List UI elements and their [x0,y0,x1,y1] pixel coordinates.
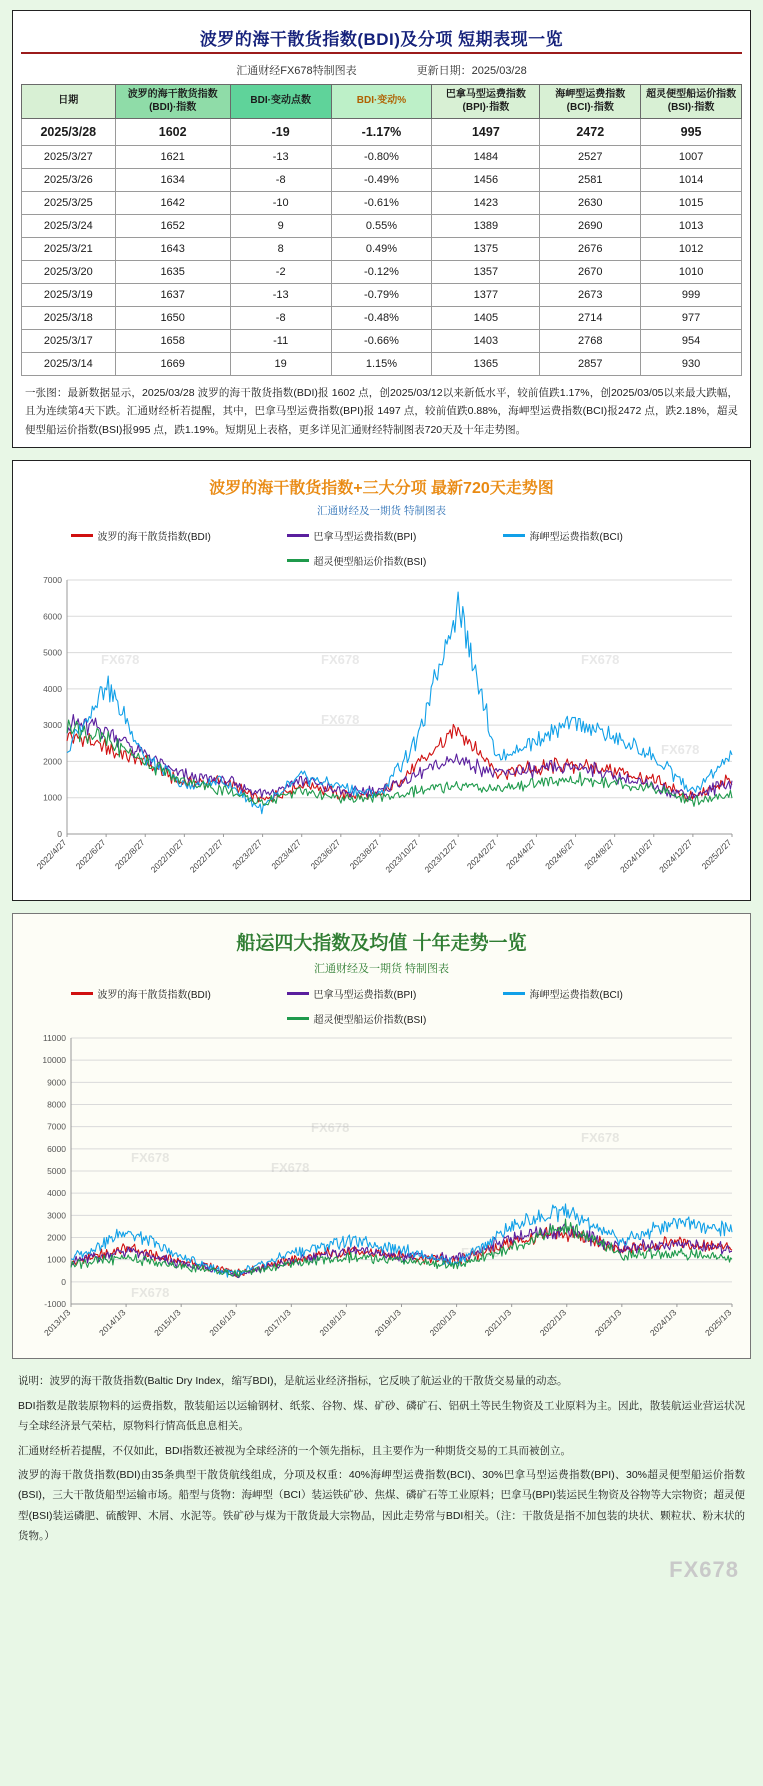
cell-chg-pct: -0.12% [331,261,432,284]
svg-text:6000: 6000 [43,611,62,622]
th-bpi: 巴拿马型运费指数(BPI)·指数 [432,85,540,119]
cell-bci: 2670 [540,261,641,284]
cell-chg-pts: 19 [230,353,331,376]
cell-chg-pts: -13 [230,284,331,307]
svg-text:2025/1/3: 2025/1/3 [702,1307,734,1338]
table-note: 一张图：最新数据显示，2025/03/28 波罗的海干散货指数(BDI)报 1602 点，创2025/03/12以来新低水平，较前值跌1.17%，创2025/03/05以来最大跌幅，且为连续第4天下跌。汇通财经析若提醒，其中，巴拿马型运费指数(BPI)报 1497 点，较前值跌0.88%，海岬型运费指数(BCI)报2472 点，跌2.18%，超灵便型船运价指数(BSI)报995 点，跌1.19%。短期见上表格，更多详见汇通财经特制图表720天及十年走势图。 [25,387,738,436]
legend-swatch-icon [71,534,93,537]
cell-bsi: 1007 [641,146,742,169]
cell-date: 2025/3/21 [22,238,116,261]
watermark: FX678 [321,712,360,728]
page-watermark: FX678 [669,1556,739,1582]
legend-swatch-icon [503,534,525,537]
cell-bdi: 1669 [115,353,230,376]
svg-text:2022/12/27: 2022/12/27 [187,837,225,875]
cell-chg-pts: -11 [230,330,331,353]
table-row [22,215,742,238]
svg-text:2021/1/3: 2021/1/3 [482,1307,514,1338]
th-date: 日期 [22,85,116,119]
svg-text:5000: 5000 [43,647,62,658]
chart-720-panel [12,460,751,901]
svg-text:2024/2/27: 2024/2/27 [464,837,499,872]
svg-text:-1000: -1000 [44,1299,66,1310]
cell-bdi: 1652 [115,215,230,238]
cell-date: 2025/3/20 [22,261,116,284]
svg-text:4000: 4000 [47,1188,66,1199]
cell-chg-pct: -0.49% [331,169,432,192]
svg-text:2019/1/3: 2019/1/3 [372,1307,403,1338]
cell-chg-pct: 0.49% [331,238,432,261]
svg-text:11000: 11000 [42,1033,66,1044]
cell-chg-pts: -8 [230,307,331,330]
svg-text:2024/10/27: 2024/10/27 [618,837,656,875]
svg-text:2022/1/3: 2022/1/3 [537,1307,569,1338]
cell-bdi: 1635 [115,261,230,284]
footer-p4: 波罗的海干散货指数(BDI)由35条典型干散货航线组成，分项及权重：40%海岬型运费指数(BCI)、30%巴拿马型运费指数(BPI)、30%超灵便型船运价指数(BSI)，三大干散货船型运输市场。船型与货物：海岬型（BCI）装运铁矿砂、焦煤、磷矿石等工业原料；巴拿马(BPI)装运民生物资及谷物等大宗物资；超灵便型(BSI)装运磷肥、硫酸钾、木屑、水泥等。铁矿砂与煤为干散货最大宗物品，因此走势常与BDI相关。（注：干散货是指不加包装的块状、颗粒状、粉末状的货物。） [18,1469,745,1543]
legend-label: 波罗的海干散货指数(BDI) [97,532,211,544]
cell-chg-pct: -0.48% [331,307,432,330]
watermark: FX678 [311,1120,350,1136]
svg-text:2022/8/27: 2022/8/27 [112,837,147,872]
cell-bsi: 1010 [641,261,742,284]
chart-720-plot [21,572,742,892]
svg-text:2025/2/27: 2025/2/27 [699,837,734,872]
svg-text:3000: 3000 [47,1210,66,1221]
cell-bsi: 1013 [641,215,742,238]
cell-date: 2025/3/26 [22,169,116,192]
table-row [22,119,742,146]
cell-chg-pts: -19 [230,119,331,146]
cell-chg-pts: 8 [230,238,331,261]
svg-text:2024/6/27: 2024/6/27 [543,837,577,872]
cell-chg-pct: -1.17% [331,119,432,146]
cell-chg-pts: -2 [230,261,331,284]
legend-label: 巴拿马型运费指数(BPI) [313,990,417,1002]
svg-text:2024/12/27: 2024/12/27 [657,837,695,875]
svg-text:5000: 5000 [47,1166,66,1177]
th-bdi-change-pts: BDI·变动点数 [230,85,331,119]
footer-notes [12,1359,751,1547]
cell-bsi: 930 [641,353,742,376]
table-updated: 更新日期：2025/03/28 [416,65,527,77]
cell-bdi: 1643 [115,238,230,261]
cell-bdi: 1621 [115,146,230,169]
svg-text:4000: 4000 [43,683,62,694]
cell-bci: 2768 [540,330,641,353]
cell-bci: 2472 [540,119,641,146]
th-bdi: 波罗的海干散货指数(BDI)·指数 [115,85,230,119]
footer-p3: 汇通财经析若提醒，不仅如此，BDI指数还被视为全球经济的一个领先指标，且主要作为一种期货交易的工具而被创立。 [18,1444,572,1457]
cell-bpi: 1497 [432,119,540,146]
svg-text:2024/1/3: 2024/1/3 [647,1307,679,1338]
svg-text:2018/1/3: 2018/1/3 [317,1307,348,1338]
cell-bpi: 1423 [432,192,540,215]
table-row [22,330,742,353]
svg-text:0: 0 [57,829,62,840]
svg-text:2020/1/3: 2020/1/3 [427,1307,458,1338]
footer-p2: BDI指数是散装原物料的运费指数，散装船运以运输钢材、纸浆、谷物、煤、矿砂、磷矿石、铝矾土等民生物资及工业原料为主。因此，散装航运业营运状况与全球经济景气荣枯，原物料行情高低息息相关。 [18,1399,745,1433]
svg-text:2015/1/3: 2015/1/3 [152,1307,183,1338]
table-row [22,238,742,261]
table-row [22,192,742,215]
watermark: FX678 [271,1160,310,1176]
cell-chg-pct: 0.55% [331,215,432,238]
cell-chg-pts: -8 [230,169,331,192]
cell-bci: 2581 [540,169,641,192]
th-bci: 海岬型运费指数(BCI)·指数 [540,85,641,119]
cell-bsi: 1012 [641,238,742,261]
legend-label: 海岬型运费指数(BCI) [529,532,623,544]
svg-text:6000: 6000 [47,1143,66,1154]
watermark: FX678 [131,1150,170,1166]
chart-720-legend [21,520,742,572]
svg-text:0: 0 [61,1276,66,1287]
svg-text:2023/2/27: 2023/2/27 [230,837,265,872]
cell-bpi: 1484 [432,146,540,169]
svg-text:2024/8/27: 2024/8/27 [582,837,617,872]
cell-bci: 2673 [540,284,641,307]
cell-bpi: 1375 [432,238,540,261]
chart-10y-legend [21,978,742,1030]
svg-text:2024/4/27: 2024/4/27 [504,837,538,872]
cell-bdi: 1650 [115,307,230,330]
cell-bsi: 1015 [641,192,742,215]
cell-date: 2025/3/27 [22,146,116,169]
watermark: FX678 [131,1285,170,1301]
legend-label: 超灵便型船运价指数(BSI) [313,557,427,569]
table-subheader [21,60,742,84]
bdi-table [21,84,742,376]
cell-bpi: 1377 [432,284,540,307]
cell-date: 2025/3/14 [22,353,116,376]
table-row [22,284,742,307]
table-row [22,169,742,192]
chart-10y-panel [12,913,751,1359]
cell-chg-pct: 1.15% [331,353,432,376]
cell-date: 2025/3/24 [22,215,116,238]
watermark: FX678 [461,1245,500,1261]
legend-swatch-icon [287,1017,309,1020]
legend-item-bpi [287,986,477,1001]
svg-text:1000: 1000 [47,1254,66,1265]
table-title: 波罗的海干散货指数(BDI)及分项 短期表现一览 [21,19,742,54]
cell-bpi: 1456 [432,169,540,192]
legend-label: 海岬型运费指数(BCI) [529,990,623,1002]
svg-text:2023/1/3: 2023/1/3 [592,1307,624,1338]
cell-chg-pts: 9 [230,215,331,238]
svg-text:1000: 1000 [43,792,62,803]
cell-bdi: 1602 [115,119,230,146]
svg-text:2022/4/27: 2022/4/27 [34,837,69,872]
svg-text:2016/1/3: 2016/1/3 [207,1307,238,1338]
watermark: FX678 [581,652,620,668]
legend-label: 超灵便型船运价指数(BSI) [313,1015,427,1027]
legend-item-bci [503,528,693,543]
cell-bdi: 1637 [115,284,230,307]
footer-p1: 说明：波罗的海干散货指数(Baltic Dry Index，缩写BDI)，是航运业经济指标，它反映了航运业的干散货交易量的动态。 [18,1375,568,1388]
legend-item-bci [503,986,693,1001]
cell-bci: 2630 [540,192,641,215]
watermark: FX678 [101,652,140,668]
cell-bci: 2527 [540,146,641,169]
svg-text:2014/1/3: 2014/1/3 [97,1307,128,1338]
legend-swatch-icon [287,992,309,995]
legend-item-bdi [71,528,261,543]
cell-bsi: 1014 [641,169,742,192]
legend-swatch-icon [287,534,309,537]
svg-text:2023/12/27: 2023/12/27 [422,837,460,875]
table-row [22,353,742,376]
bdi-table-panel [12,10,751,448]
svg-text:7000: 7000 [43,575,62,586]
svg-text:10000: 10000 [42,1055,66,1066]
legend-label: 波罗的海干散货指数(BDI) [97,990,211,1002]
cell-bpi: 1365 [432,353,540,376]
cell-chg-pts: -10 [230,192,331,215]
svg-text:9000: 9000 [47,1077,66,1088]
cell-bci: 2690 [540,215,641,238]
cell-date: 2025/3/17 [22,330,116,353]
cell-chg-pct: -0.66% [331,330,432,353]
svg-text:2017/1/3: 2017/1/3 [262,1307,293,1338]
table-source: 汇通财经FX678特制图表 [236,65,357,77]
svg-text:2022/6/27: 2022/6/27 [73,837,108,872]
svg-text:2000: 2000 [47,1232,66,1243]
svg-text:2013/1/3: 2013/1/3 [41,1307,73,1338]
cell-bsi: 995 [641,119,742,146]
table-header-row [22,85,742,119]
svg-text:8000: 8000 [47,1099,66,1110]
cell-bci: 2857 [540,353,641,376]
legend-item-bsi [287,553,477,568]
cell-chg-pct: -0.80% [331,146,432,169]
cell-date: 2025/3/28 [22,119,116,146]
chart-10y-subtitle: 汇通财经及一期货 特制图表 [313,963,450,976]
svg-text:2022/10/27: 2022/10/27 [148,837,186,875]
svg-text:2023/10/27: 2023/10/27 [383,837,421,875]
table-row [22,261,742,284]
cell-bdi: 1658 [115,330,230,353]
cell-bci: 2676 [540,238,641,261]
cell-chg-pts: -13 [230,146,331,169]
cell-date: 2025/3/18 [22,307,116,330]
cell-bpi: 1389 [432,215,540,238]
cell-bci: 2714 [540,307,641,330]
cell-chg-pct: -0.61% [331,192,432,215]
legend-label: 巴拿马型运费指数(BPI) [313,532,417,544]
legend-item-bdi [71,986,261,1001]
watermark: FX678 [661,742,700,758]
legend-item-bsi [287,1011,477,1026]
cell-bsi: 977 [641,307,742,330]
cell-bdi: 1642 [115,192,230,215]
chart-10y-plot [21,1030,742,1350]
cell-chg-pct: -0.79% [331,284,432,307]
table-row [22,307,742,330]
legend-swatch-icon [287,559,309,562]
chart-720-title: 波罗的海干散货指数+三大分项 最新720天走势图 [209,480,554,498]
chart-10y-title: 船运四大指数及均值 十年走势一览 [236,933,527,955]
cell-date: 2025/3/19 [22,284,116,307]
table-row [22,146,742,169]
th-bdi-change-pct: BDI·变动% [331,85,432,119]
svg-text:2023/4/27: 2023/4/27 [269,837,304,872]
cell-date: 2025/3/25 [22,192,116,215]
legend-swatch-icon [71,992,93,995]
legend-item-bpi [287,528,477,543]
th-bsi: 超灵便型船运价指数(BSI)·指数 [641,85,742,119]
cell-bpi: 1403 [432,330,540,353]
cell-bpi: 1405 [432,307,540,330]
legend-swatch-icon [503,992,525,995]
chart-720-subtitle: 汇通财经及一期货 特制图表 [317,505,446,518]
svg-text:7000: 7000 [47,1121,66,1132]
watermark: FX678 [321,652,360,668]
cell-bsi: 999 [641,284,742,307]
svg-text:3000: 3000 [43,720,62,731]
svg-text:2023/6/27: 2023/6/27 [308,837,343,872]
cell-bsi: 954 [641,330,742,353]
svg-text:2000: 2000 [43,756,62,767]
cell-bpi: 1357 [432,261,540,284]
cell-bdi: 1634 [115,169,230,192]
watermark: FX678 [581,1130,620,1146]
svg-text:2023/8/27: 2023/8/27 [347,837,382,872]
